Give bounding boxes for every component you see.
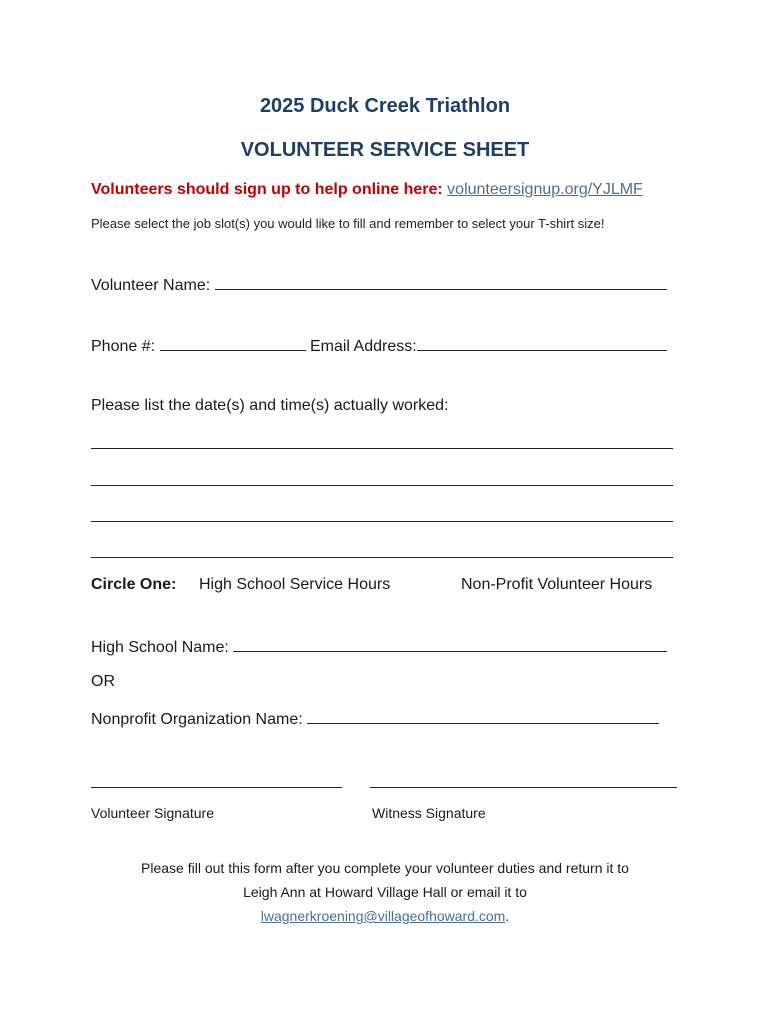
or-text: OR [91, 673, 115, 690]
dates-line-4[interactable] [91, 557, 673, 558]
footer-line-1: Please fill out this form after you complete your volunteer duties and return it to [141, 860, 629, 876]
sheet-title: VOLUNTEER SERVICE SHEET [240, 139, 530, 161]
email-label: Email Address: [309, 338, 417, 355]
high-school-name-label: High School Name: [91, 639, 229, 656]
phone-field[interactable] [160, 336, 306, 351]
signup-prompt: Volunteers should sign up to help online here: [91, 181, 443, 198]
witness-signature-label: Witness Signature [372, 805, 486, 821]
phone-label: Phone #: [91, 338, 156, 355]
footer-instructions [0, 856, 770, 928]
email-field[interactable] [417, 336, 667, 351]
contact-row [91, 336, 667, 356]
dates-line-3[interactable] [91, 521, 673, 522]
nonprofit-name-label: Nonprofit Organization Name: [91, 711, 303, 728]
witness-signature-line[interactable] [370, 787, 677, 788]
dates-line-2[interactable] [91, 485, 673, 486]
volunteer-name-field[interactable] [215, 275, 667, 290]
signup-line [91, 181, 643, 199]
footer-period: . [505, 908, 510, 924]
option-nonprofit[interactable]: Non-Profit Volunteer Hours [461, 576, 653, 593]
nonprofit-name-field[interactable] [307, 709, 659, 724]
dates-line-1[interactable] [91, 448, 673, 449]
high-school-name-field[interactable] [233, 637, 667, 652]
instruction-text: Please select the job slot(s) you would like to fill and remember to select your T-shirt size! [91, 216, 605, 231]
circle-one-label: Circle One: [91, 576, 177, 593]
footer-line-2: Leigh Ann at Howard Village Hall or email it to [243, 884, 527, 900]
footer-line-3 [0, 904, 770, 928]
option-high-school[interactable]: High School Service Hours [199, 576, 391, 593]
volunteer-signature-label: Volunteer Signature [91, 805, 214, 821]
footer-email-link[interactable]: lwagnerkroening@villageofhoward.com [260, 908, 506, 924]
high-school-row [91, 637, 667, 657]
volunteer-signature-line[interactable] [91, 787, 342, 788]
dates-label: Please list the date(s) and time(s) actually worked: [91, 397, 449, 414]
volunteer-name-label: Volunteer Name: [91, 277, 211, 294]
volunteer-name-row [91, 275, 667, 295]
nonprofit-row [91, 709, 659, 729]
signup-link[interactable]: volunteersignup.org/YJLMF [447, 181, 643, 198]
event-title: 2025 Duck Creek Triathlon [259, 95, 511, 117]
